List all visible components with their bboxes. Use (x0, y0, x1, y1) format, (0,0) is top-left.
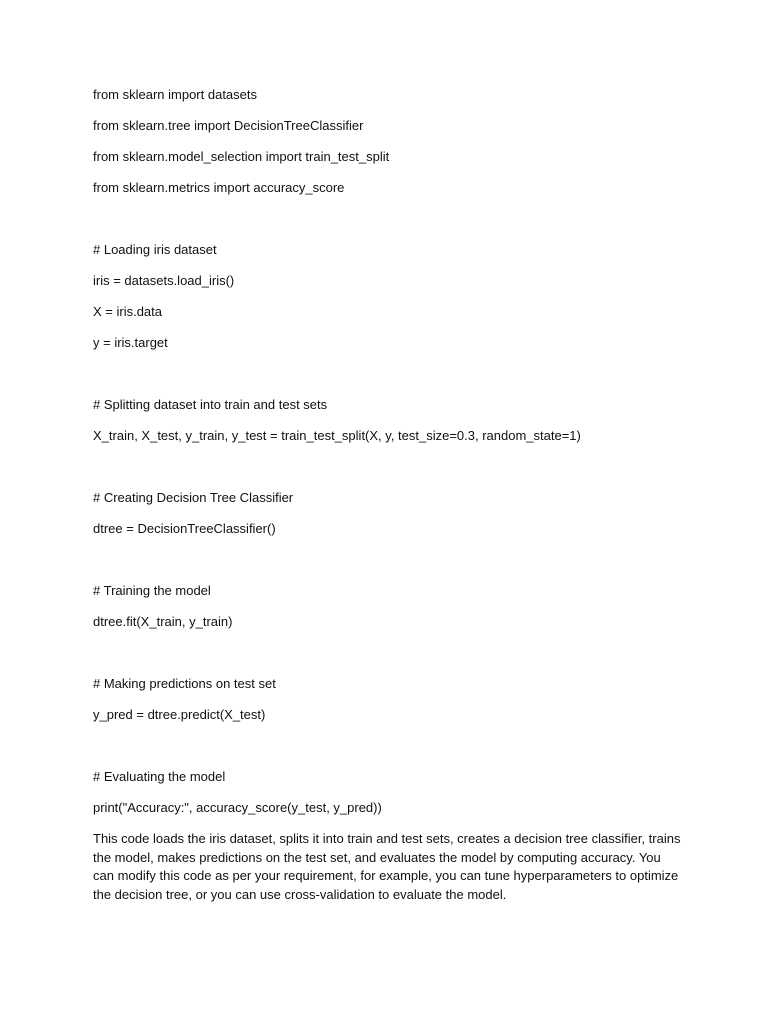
code-comment-training: # Training the model (93, 583, 211, 598)
code-line-import-tree: from sklearn.tree import DecisionTreeClassifier (93, 118, 364, 133)
code-line-predict: y_pred = dtree.predict(X_test) (93, 707, 266, 722)
code-line-y-target: y = iris.target (93, 335, 168, 350)
code-line-load-iris: iris = datasets.load_iris() (93, 273, 235, 288)
code-comment-splitting: # Splitting dataset into train and test sets (93, 397, 328, 412)
code-line-print-accuracy: print("Accuracy:", accuracy_score(y_test, y_pred)) (93, 800, 382, 815)
code-line-import-metrics: from sklearn.metrics import accuracy_score (93, 180, 345, 195)
document-body (93, 86, 693, 904)
explanation-paragraph: This code loads the iris dataset, splits it into train and test sets, creates a decision tree classifier, trains the model, makes predictions on the test set, and evaluates the model by computing accuracy. You can modify this code as per your requirement, for example, you can tune hyperparameters to optimize the decision tree, or you can use cross-validation to evaluate the model. (93, 831, 681, 902)
code-line-import-model-selection: from sklearn.model_selection import train_test_split (93, 149, 390, 164)
code-line-x-data: X = iris.data (93, 304, 163, 319)
code-line-fit: dtree.fit(X_train, y_train) (93, 614, 233, 629)
code-line-train-test-split: X_train, X_test, y_train, y_test = train_test_split(X, y, test_size=0.3, random_state=1) (93, 428, 581, 443)
code-comment-evaluating: # Evaluating the model (93, 769, 226, 784)
code-line-dtree: dtree = DecisionTreeClassifier() (93, 521, 276, 536)
code-comment-creating: # Creating Decision Tree Classifier (93, 490, 294, 505)
code-comment-loading: # Loading iris dataset (93, 242, 217, 257)
code-line-import-datasets: from sklearn import datasets (93, 87, 258, 102)
code-comment-predictions: # Making predictions on test set (93, 676, 276, 691)
